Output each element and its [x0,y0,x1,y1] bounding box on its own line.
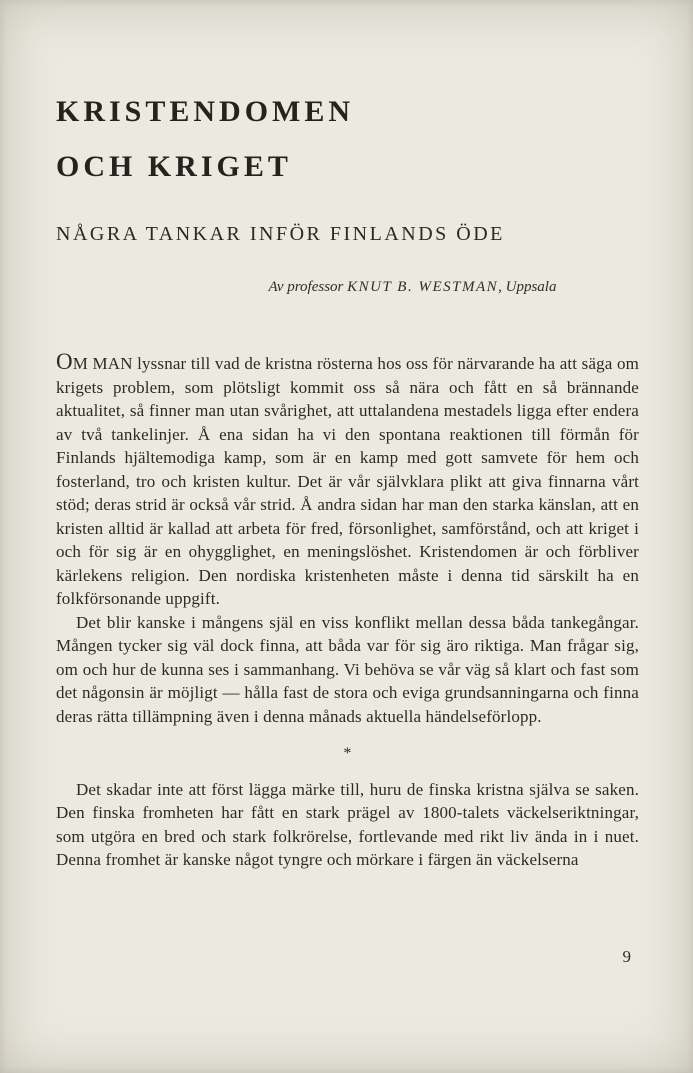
page-number: 9 [622,947,631,966]
title-line-1: KRISTENDOMEN [56,95,355,128]
paragraph-2: Det blir kanske i mångens själ en viss konflikt mellan dessa båda tankegångar. Mången tycker sig väl dock finna, att båda var för sig äro riktiga. Man frågar sig, om och hur de kunna ses i sammanhang. Vi behöva se vår väg så klart och fast som det någonsin är möjligt — hålla fast de stora och eviga grundsanningarna och finna deras rätta tillämpning även i denna månads aktuella händelseförlopp. [56,612,639,726]
paragraph-3: Det skadar inte att först lägga märke till, huru de finska kristna själva se saken. Den finska fromheten har fått en stark prägel av 1800-talets väckelseriktningar, som utgöra en bred och stark folkrörelse, fortlevande med rikt liv ända in i nuet. Denna fromhet är kanske något tyngre och mörkare i färgen än väckelserna [56,779,639,869]
article-subtitle: NÅGRA TANKAR INFÖR FINLANDS ÖDE [56,223,505,245]
asterisk-separator: * [343,745,352,762]
paragraph-1-initial-cap: O [56,349,73,374]
paragraph-1 [56,350,639,611]
paragraph-1-opening-caps: M MAN [72,354,133,373]
title-line-2: OCH KRIGET [56,150,292,183]
article-body [56,350,639,872]
paragraph-1-text: lyssnar till vad de kristna rösterna hos oss för närvarande ha att säga om krigets problem, som plötsligt kommit oss så nära och fått en så brännande aktualitet, så finner man utan svårighet, att uttalandena mestadels ligga efter endera av två tankelinjer. Å ena sidan ha vi den spontana reaktionen till förmån för Finlands hjältemodiga kamp, som är en kamp med gott samvete för hem och fosterland, tro och kristen kultur. Det är vår självklara plikt att giva finnarna vårt stöd; deras strid är också vår strid. Å andra sidan har man den starka känslan, att en kristen alltid är kallad att arbeta för fred, försonlighet, samförstånd, och att kriget i och för sig är en ohygglighet, en meningslöshet. Kristendomen är och förbliver kärlekens religion. Den nordiska kristenheten måste i denna tid särskilt ha en folkförsonande uppgift. [56,354,639,608]
byline-author-name: KNUT B. WESTMAN [347,279,499,295]
article-title [56,84,639,194]
byline [56,279,639,296]
byline-suffix: , Uppsala [498,279,557,295]
byline-prefix: Av professor [268,279,348,295]
